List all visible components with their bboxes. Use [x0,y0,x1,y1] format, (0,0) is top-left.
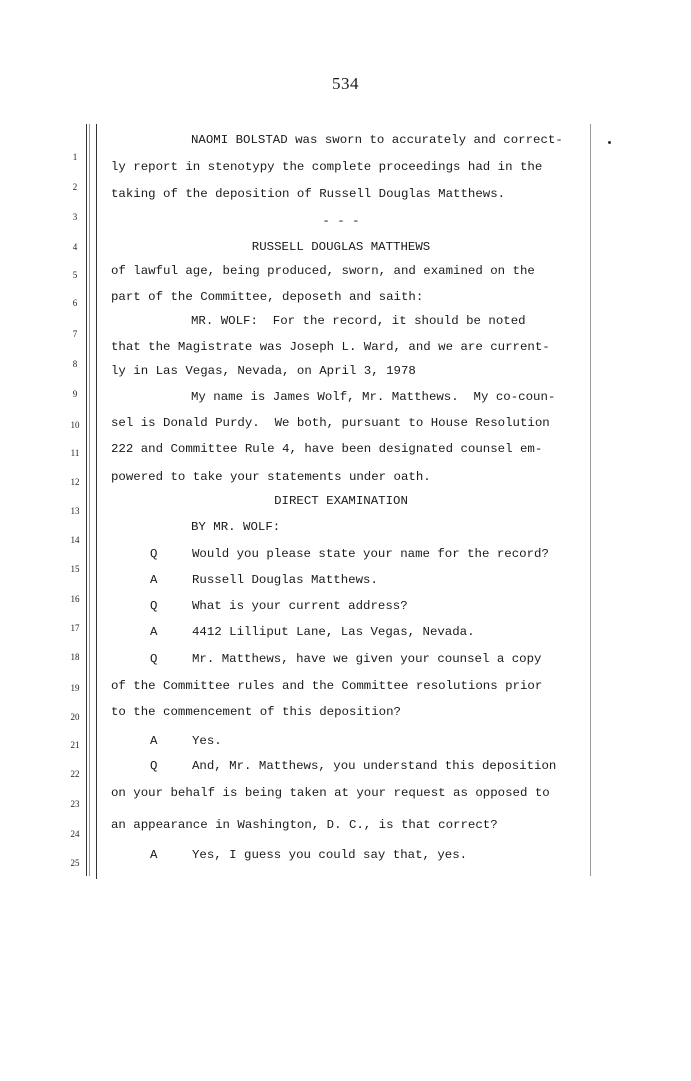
transcript-line: to the commencement of this deposition? [111,705,401,719]
line-number: 13 [70,506,80,516]
question-marker: Q [150,759,158,773]
left-margin-rule-inner [89,124,90,876]
transcript-line: an appearance in Washington, D. C., is that correct? [111,818,498,832]
line-number: 21 [70,740,80,750]
line-number: 20 [70,712,80,722]
left-margin-rule [86,124,87,876]
transcript-line: of the Committee rules and the Committee resolutions prior [111,679,543,693]
line-number: 15 [70,564,80,574]
line-number: 23 [70,799,80,809]
answer-marker: A [150,848,158,862]
centered-heading: DIRECT EXAMINATION [274,494,408,508]
line-number: 24 [70,829,80,839]
answer-text: Yes, I guess you could say that, yes. [192,848,468,862]
transcript-line: on your behalf is being taken at your request as opposed to [111,786,550,800]
answer-text: 4412 Lilliput Lane, Las Vegas, Nevada. [192,625,475,639]
indented-line: MR. WOLF: For the record, it should be noted [191,314,526,328]
left-margin-rule-text [96,124,97,879]
transcript-line: taking of the deposition of Russell Douglas Matthews. [111,187,506,201]
line-number: 1 [72,152,78,162]
question-text: And, Mr. Matthews, you understand this deposition [192,759,557,773]
line-number: 18 [70,652,80,662]
answer-marker: A [150,573,158,587]
line-number: 14 [70,535,80,545]
transcript-line: 222 and Committee Rule 4, have been designated counsel em- [111,442,543,456]
line-number: 12 [70,477,80,487]
right-margin-rule [590,124,591,876]
page-number: 534 [332,74,359,93]
indented-line: BY MR. WOLF: [191,520,281,534]
transcript-line: ly in Las Vegas, Nevada, on April 3, 1978 [111,364,416,378]
centered-heading: RUSSELL DOUGLAS MATTHEWS [251,240,431,254]
line-number: 19 [70,683,80,693]
question-marker: Q [150,652,158,666]
line-number: 16 [70,594,80,604]
answer-marker: A [150,625,158,639]
indented-line: NAOMI BOLSTAD was sworn to accurately and correct- [191,133,563,147]
answer-text: Yes. [192,734,222,748]
centered-heading: - - - [322,214,360,228]
line-number: 3 [72,212,78,222]
indented-line: My name is James Wolf, Mr. Matthews. My co-coun- [191,390,556,404]
question-text: What is your current address? [192,599,408,613]
line-number: 7 [72,329,78,339]
answer-marker: A [150,734,158,748]
transcript-line: sel is Donald Purdy. We both, pursuant to House Resolution [111,416,550,430]
line-number: 22 [70,769,80,779]
line-number: 4 [72,242,78,252]
line-number: 5 [72,270,78,280]
question-marker: Q [150,547,158,561]
margin-mark [608,141,611,144]
line-number: 25 [70,858,80,868]
transcript-line: that the Magistrate was Joseph L. Ward, and we are current- [111,340,550,354]
line-number: 8 [72,359,78,369]
transcript-line: part of the Committee, deposeth and saith: [111,290,424,304]
line-number: 9 [72,389,78,399]
line-number: 2 [72,182,78,192]
question-text: Mr. Matthews, have we given your counsel a copy [192,652,542,666]
transcript-line: powered to take your statements under oath. [111,470,431,484]
question-text: Would you please state your name for the record? [192,547,549,561]
transcript-line: of lawful age, being produced, sworn, and examined on the [111,264,535,278]
line-number: 10 [70,420,80,430]
transcript-line: ly report in stenotypy the complete proceedings had in the [111,160,543,174]
line-number: 11 [70,448,80,458]
answer-text: Russell Douglas Matthews. [192,573,378,587]
line-number: 6 [72,298,78,308]
line-number: 17 [70,623,80,633]
question-marker: Q [150,599,158,613]
